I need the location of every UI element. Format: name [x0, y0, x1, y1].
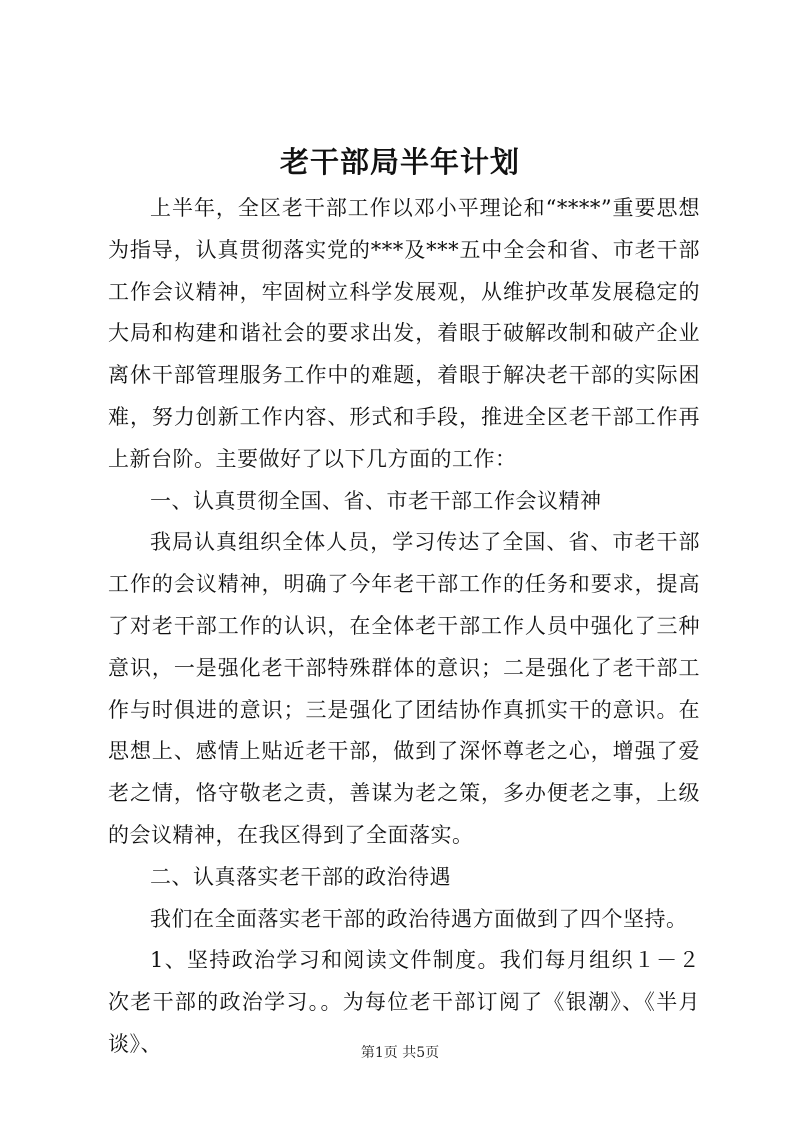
section-heading-1: 一、认真贯彻全国、省、市老干部工作会议精神	[150, 488, 602, 513]
paragraph-section-2-intro: 我们在全面落实老干部的政治待遇方面做到了四个坚持。	[150, 906, 688, 931]
section-heading-2: 二、认真落实老干部的政治待遇	[150, 864, 451, 889]
document-body	[108, 188, 700, 1066]
paragraph-intro: 上半年，全区老干部工作以邓小平理论和“****”重要思想为指导，认真贯彻落实党的***及***五中全会和省、市老干部工作会议精神，牢固树立科学发展观，从维护改革发展稳定的大局和构建和谐社会的要求出发，着眼于破解改制和破产企业离休干部管理服务工作中的难题，着眼于解决老干部的实际困难，努力创新工作内容、形式和手段，推进全区老干部工作再上新台阶。主要做好了以下几方面的工作：	[108, 196, 700, 471]
document-title: 老干部局半年计划	[279, 145, 520, 179]
page-number-footer: 第1页 共5页	[360, 1045, 440, 1061]
paragraph-section-1: 我局认真组织全体人员，学习传达了全国、省、市老干部工作的会议精神，明确了今年老干部工作的任务和要求，提高了对老干部工作的认识，在全体老干部工作人员中强化了三种意识，一是强化老干部特殊群体的意识；二是强化了老干部工作与时俱进的意识；三是强化了团结协作真抓实干的意识。在思想上、感情上贴近老干部，做到了深怀尊老之心，增强了爱老之情，恪守敬老之责，善谋为老之策，多办便老之事，上级的会议精神，在我区得到了全面落实。	[108, 530, 700, 847]
paragraph-item-1: 1、坚持政治学习和阅读文件制度。我们每月组织１－２次老干部的政治学习。。为每位老干部订阅了《银潮》、《半月谈》、	[108, 948, 700, 1056]
